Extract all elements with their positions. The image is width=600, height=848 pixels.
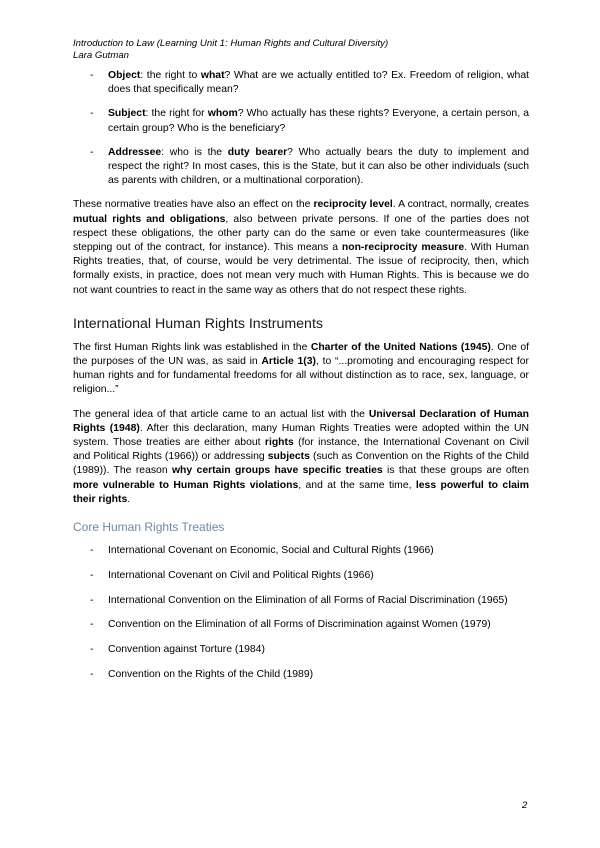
list-item [73, 544, 529, 558]
text: : the right to [140, 70, 201, 81]
list-item-addressee [73, 146, 529, 189]
bold-text: what [200, 70, 225, 81]
text: These normative treaties have also an effect on the [73, 199, 314, 211]
bold-text: mutual rights and obligations [73, 213, 226, 225]
bullet-dash: - [90, 569, 94, 581]
bullet-dash: - [90, 146, 94, 158]
text: (for instance, the International Covenant on Civil and Political Rights (1966)) or addressing [73, 437, 529, 463]
reciprocity-paragraph [73, 198, 529, 297]
text: ? Who actually bears the duty to implement and respect the right? In most cases, this is the State, but it can also be other individuals (such as parents with children, or a multinational corporation). [108, 146, 529, 187]
list-item [73, 569, 529, 583]
list-item [73, 618, 529, 632]
header-author: Lara Gutman [73, 50, 129, 61]
text: The general idea of that article came to an actual list with the [73, 408, 369, 420]
bold-text: rights [264, 437, 294, 449]
text: (such as Convention on the Rights of the Child (1989)). The reason [73, 451, 529, 477]
text: , and at the same time, [298, 479, 416, 491]
bullet-dash: - [90, 669, 94, 681]
text: : the right for [145, 108, 208, 120]
list-item-object [73, 69, 529, 97]
page-number: 2 [522, 800, 528, 811]
list-item [73, 668, 529, 682]
bullet-dash: - [90, 619, 94, 631]
text: . A contract, normally, creates [392, 199, 529, 211]
bold-text: Charter of the United Nations (1945) [310, 341, 491, 353]
text: : who is the [161, 146, 228, 158]
charter-paragraph [73, 341, 529, 398]
bold-text: Article 1(3) [261, 356, 316, 368]
term-addressee: Addressee [108, 146, 162, 158]
document-body [73, 69, 529, 693]
term-object: Object [108, 70, 141, 81]
bullet-dash: - [90, 70, 94, 81]
bold-text: whom [207, 108, 238, 120]
text: ? Who actually has these rights? Everyone, a certain person, a certain group? Who is the beneficiary? [108, 108, 529, 134]
text: ? What are we actually entitled to? Ex. Freedom of religion, what does that specifically mean? [108, 70, 530, 96]
text: , to “...promoting and encouraging respect for human rights and for fundamental freedoms for all without distinction as to race, sex, language, or religion...” [73, 356, 529, 396]
bullet-dash: - [90, 108, 94, 120]
treaty-name: International Covenant on Civil and Political Rights (1966) [108, 569, 374, 581]
rights-dimensions-list [73, 69, 529, 188]
page-header [73, 38, 388, 62]
treaty-name: International Convention on the Elimination of all Forms of Racial Discrimination (1965) [108, 594, 508, 606]
udhr-paragraph [73, 408, 529, 507]
treaty-name: Convention against Torture (1984) [108, 644, 265, 656]
text: . One of the purposes of the UN was, as said in [73, 341, 530, 368]
bullet-dash: - [90, 594, 94, 606]
bold-text: less powerful to claim their rights [73, 479, 529, 505]
bold-text: subjects [267, 451, 310, 463]
bold-text: more vulnerable to Human Rights violations [73, 479, 299, 491]
term-subject: Subject [108, 108, 146, 120]
list-item [73, 594, 529, 608]
subsection-heading: Core Human Rights Treaties [73, 520, 225, 535]
bold-text: non-reciprocity measure [341, 242, 465, 254]
text: . With Human Rights treaties, that, of course, would be very detrimental. The issue of reciprocity, then, which formally exists, in practice, does not mean very much with Human Rights. This is because we do not want countries to react in the same way as others that do not respect these rights. [73, 242, 530, 296]
bold-text: reciprocity level [313, 199, 393, 211]
treaty-name: Convention on the Rights of the Child (1989) [108, 669, 314, 681]
bullet-dash: - [90, 644, 94, 656]
text: . After this declaration, many Human Rights Treaties were adopted within the UN system. Those treaties are either about [73, 422, 529, 449]
section-heading: International Human Rights Instruments [73, 315, 323, 332]
bold-text: Universal Declaration of Human Rights (1948) [73, 408, 529, 434]
treaty-name: Convention on the Elimination of all Forms of Discrimination against Women (1979) [108, 619, 491, 631]
bold-text: why certain groups have specific treaties [171, 465, 383, 477]
header-course-title: Introduction to Law (Learning Unit 1: Human Rights and Cultural Diversity) [73, 38, 389, 49]
list-item-subject [73, 107, 529, 135]
bold-text: duty bearer [227, 146, 288, 158]
text: . [127, 493, 131, 505]
core-treaties-list [73, 544, 529, 682]
list-item [73, 643, 529, 657]
text: is that these groups are often [382, 465, 529, 477]
bullet-dash: - [90, 545, 94, 557]
text: The first Human Rights link was established in the [73, 341, 311, 353]
treaty-name: International Covenant on Economic, Social and Cultural Rights (1966) [108, 545, 434, 557]
text: , also between private persons. If one of the parties does not respect these obligations, the other party can do the same or even take countermeasures (like stepping out of the contract, for instance). This means a [73, 213, 529, 254]
